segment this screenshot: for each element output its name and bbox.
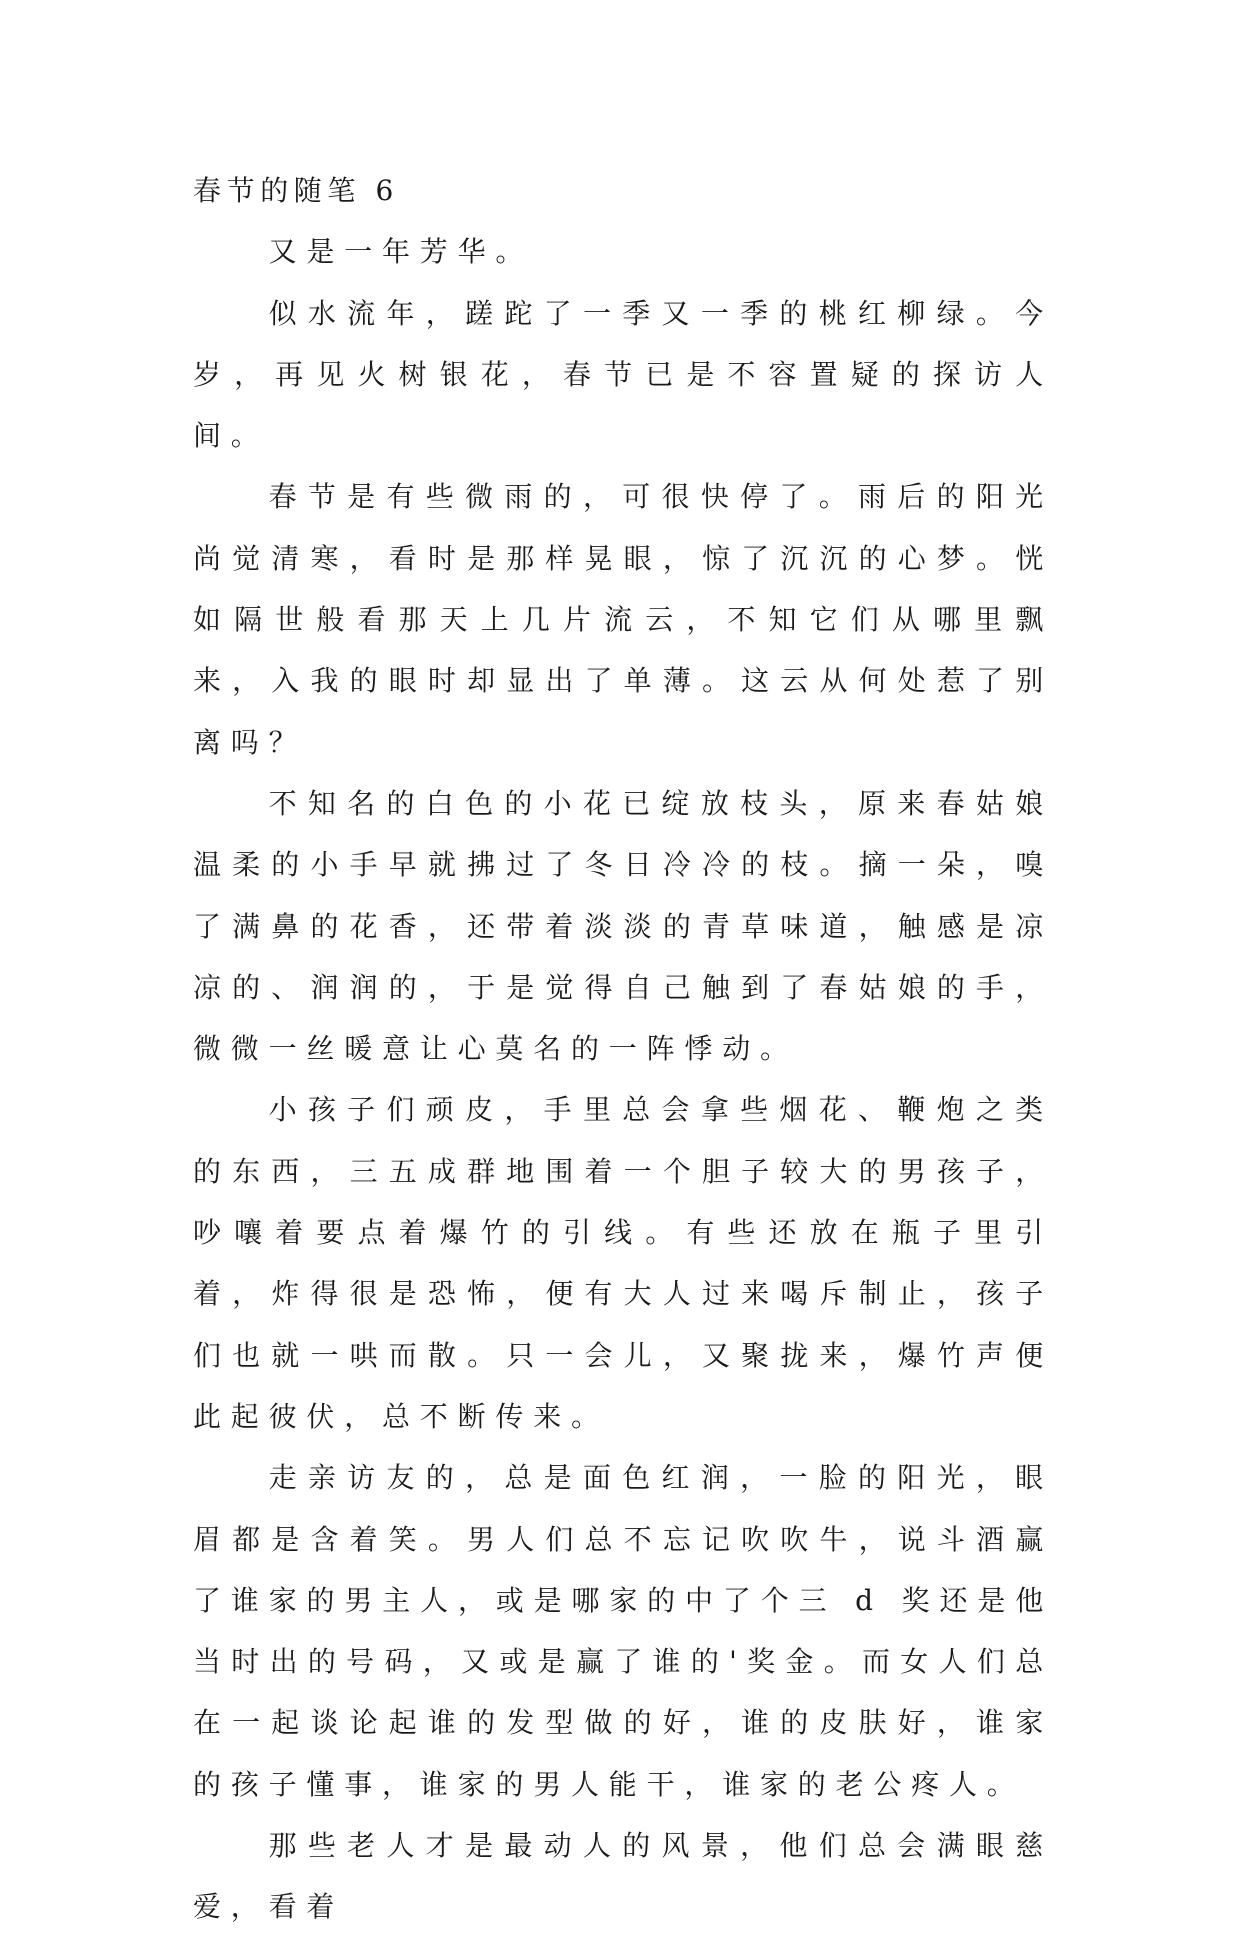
paragraph: 走亲访友的，总是面色红润，一脸的阳光，眼眉都是含着笑。男人们总不忘记吹吹牛，说斗酒赢了谁家的男主人，或是哪家的中了个三 d 奖还是他当时出的号码，又或是赢了谁的'奖金。而女人们总在一起谈论起谁的发型做的好，谁的皮肤好，谁家的孩子懂事，谁家的男人能干，谁家的老公疼人。 — [193, 1461, 1053, 1801]
document-title: 春节的随笔 6 — [193, 174, 399, 207]
paragraph: 又是一年芳华。 — [268, 235, 534, 269]
paragraph: 小孩子们顽皮，手里总会拿些烟花、鞭炮之类的东西，三五成群地围着一个胆子较大的男孩子，吵嚷着要点着爆竹的引线。有些还放在瓶子里引着，炸得很是恐怖，便有大人过来喝斥制止，孩子们也就一哄而散。只一会儿，又聚拢来，爆竹声便此起彼伏，总不断传来。 — [193, 1093, 1053, 1433]
document-body — [193, 160, 1053, 1938]
paragraph: 那些老人才是最动人的风景，他们总会满眼慈爱，看着 — [193, 1829, 1053, 1924]
paragraph: 似水流年，蹉跎了一季又一季的桃红柳绿。今岁，再见火树银花，春节已是不容置疑的探访人间。 — [193, 296, 1053, 453]
paragraph: 不知名的白色的小花已绽放枝头，原来春姑娘温柔的小手早就拂过了冬日冷冷的枝。摘一朵，嗅了满鼻的花香，还带着淡淡的青草味道，触感是凉凉的、润润的，于是觉得自己触到了春姑娘的手，微微一丝暖意让心莫名的一阵悸动。 — [193, 786, 1053, 1066]
paragraph: 春节是有些微雨的，可很快停了。雨后的阳光尚觉清寒，看时是那样晃眼，惊了沉沉的心梦。恍如隔世般看那天上几片流云，不知它们从哪里飘来，入我的眼时却显出了单薄。这云从何处惹了别离吗？ — [193, 480, 1053, 759]
